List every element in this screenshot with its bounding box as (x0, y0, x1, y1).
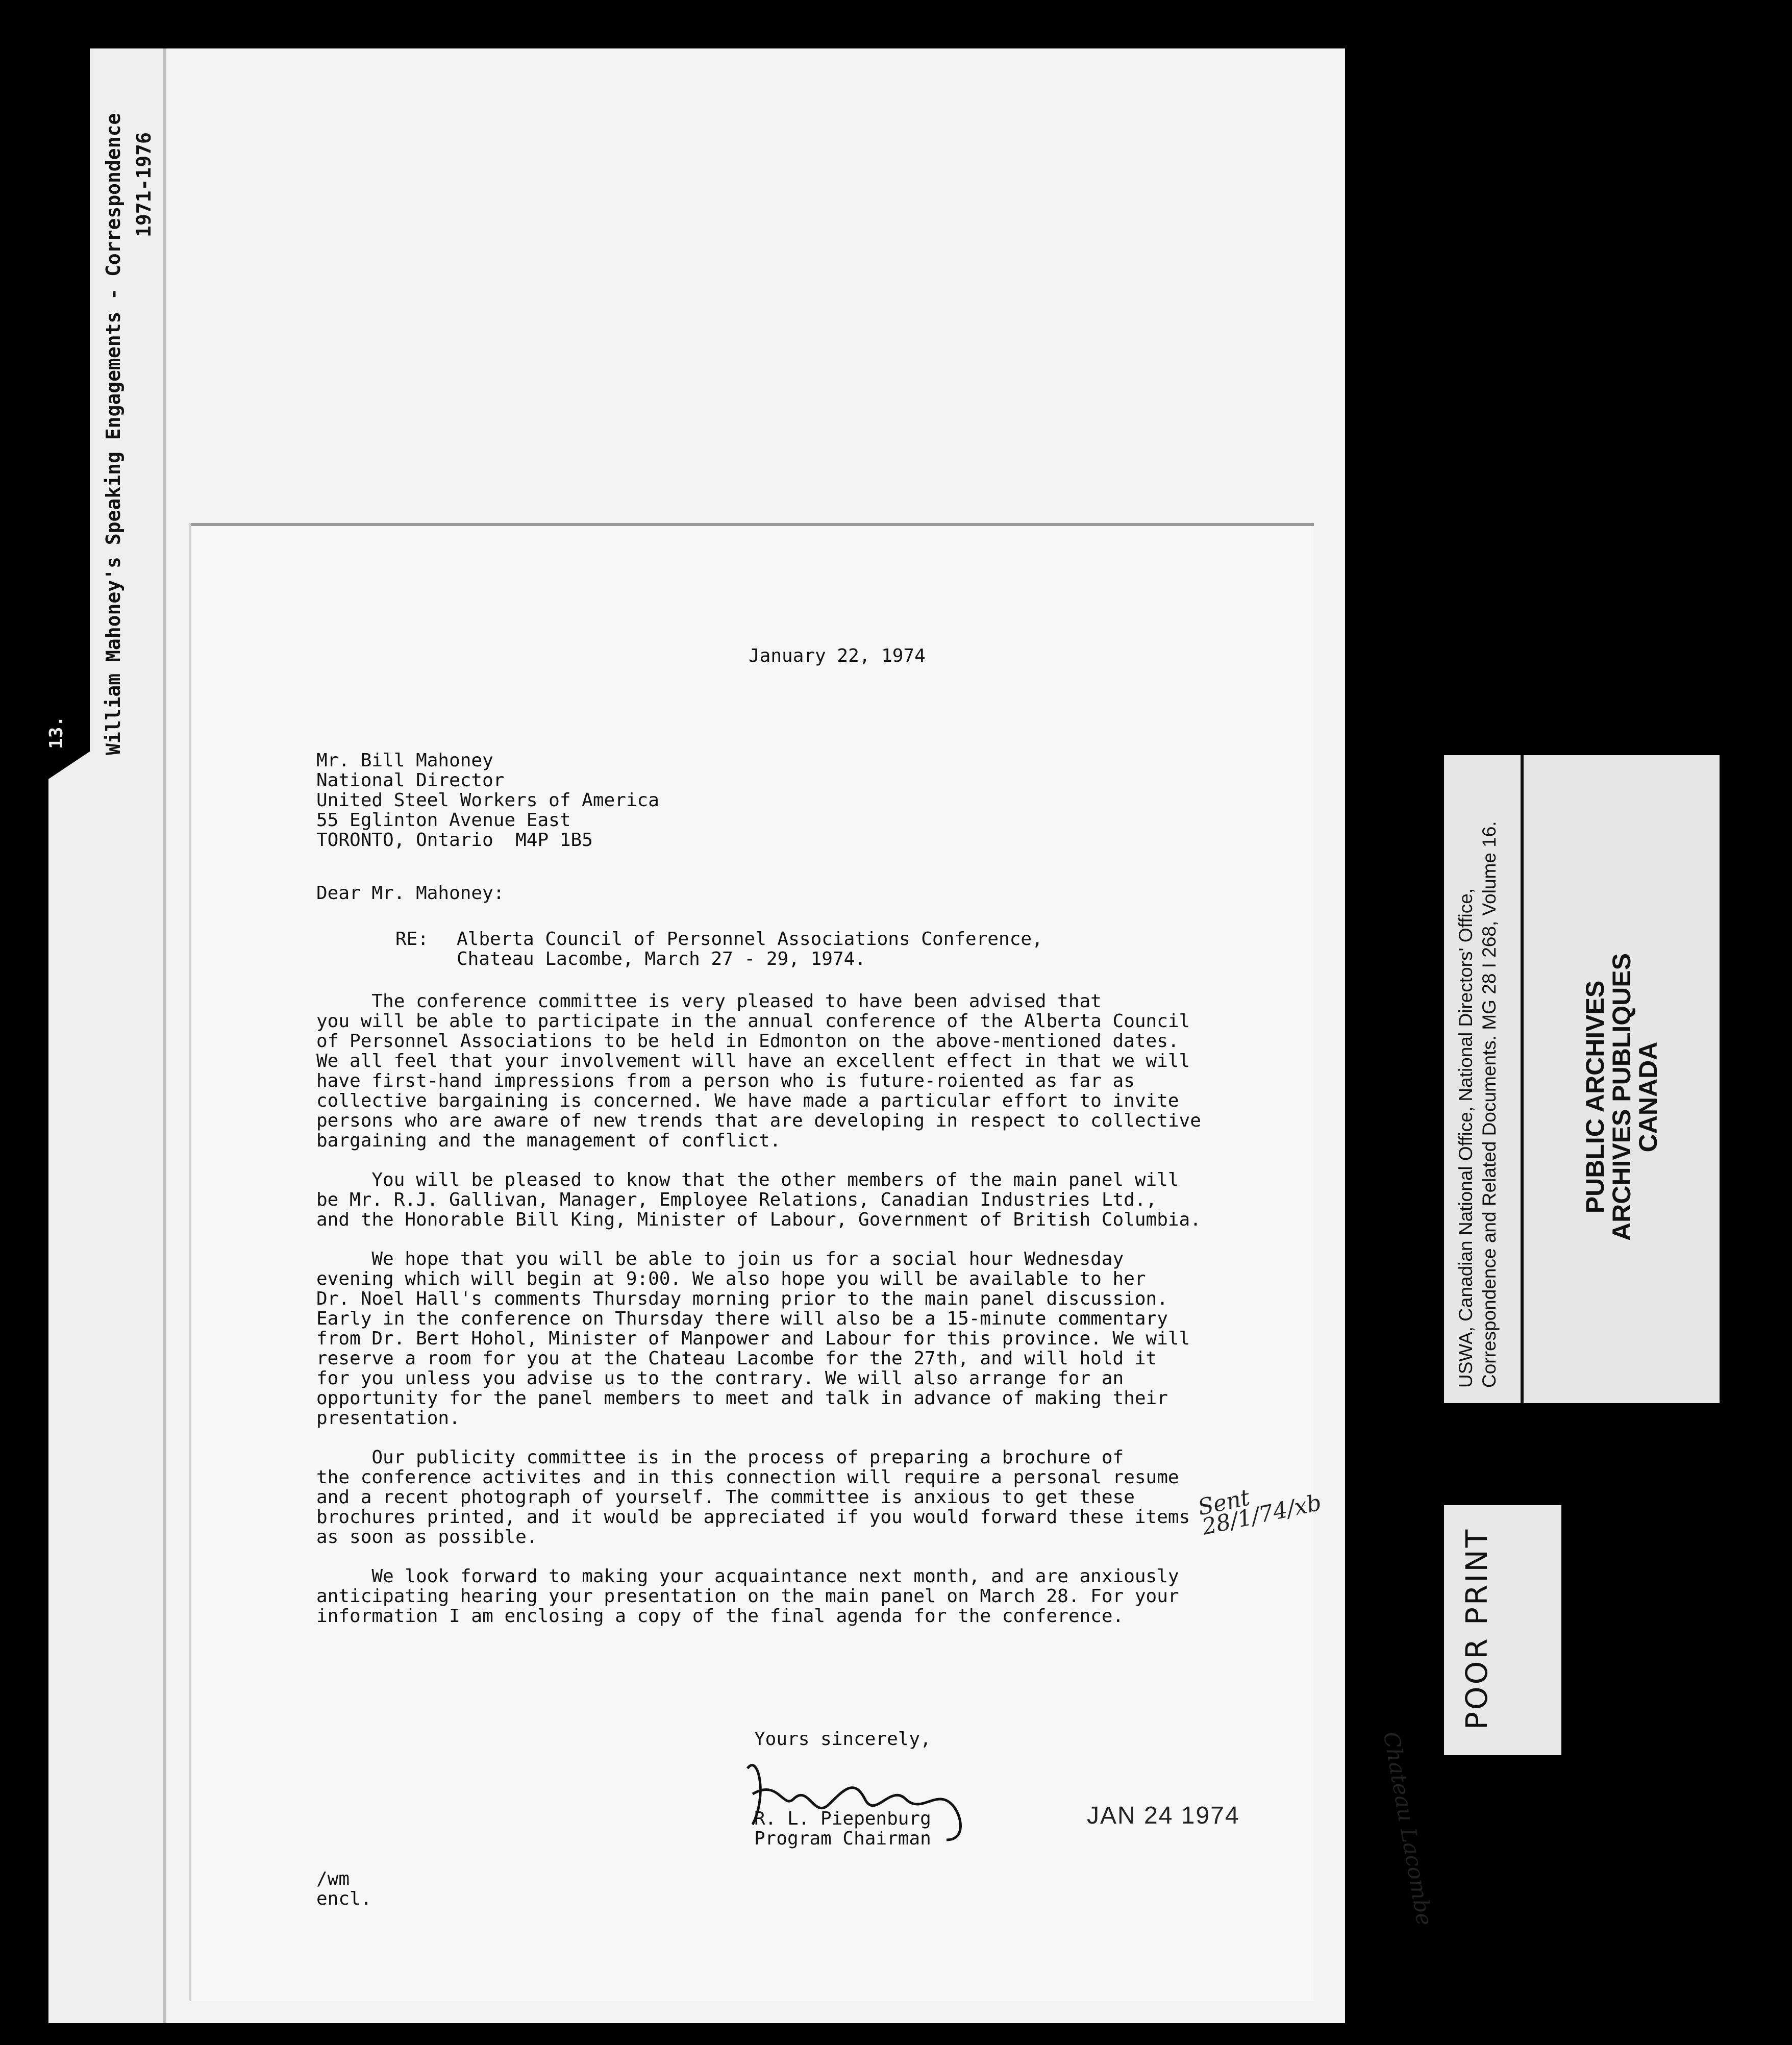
paragraph: We hope that you will be able to join us for a social hour Wednesday evening which will begin at 9:00. We also hope you will be available to her Dr. Noel Hall's comments Thursday morning prior to the main panel discussion. Early in the conference on Thursday there will also be a 15-minute commentary from Dr. Bert Hohol, Minister of Manpower and Labour for this province. We will reserve a room for you at the Chateau Lacombe for the 27th, and will hold it for you unless you advise us to the contrary. We will also arrange for an opportunity for the panel members to meet and talk in advance of making their presentation. (316, 1249, 1190, 1429)
poor-print-text: POOR PRINT (1459, 1527, 1494, 1730)
pa-line: PUBLIC ARCHIVES (1581, 980, 1609, 1214)
handwritten-sent-note: Sent 28/1/74/xb (1196, 1484, 1324, 1540)
folder-number: 13. (46, 715, 67, 750)
closing-block: Yours sincerely, R. L. Piepenburg Program Chairman (754, 1729, 931, 1849)
re-line: Chateau Lacombe, March 27 - 29, 1974. (457, 949, 866, 969)
salutation: Dear Mr. Mahoney: (316, 883, 505, 904)
handwritten-margin-note: Chateau Lacombe (1378, 1730, 1437, 1928)
citation-line: Correspondence and Related Documents. MG 28 I 268, Volume 16. (1479, 821, 1500, 1388)
re-block (395, 929, 1043, 969)
paragraph: We look forward to making your acquaintance next month, and are anxiously anticipating hearing your presentation on the main panel on March 28. For your information I am enclosing a copy of the final agenda for the conference. (316, 1566, 1179, 1627)
address-line: United Steel Workers of America (316, 790, 659, 811)
folder-tab-years: 1971-1976 (133, 132, 155, 237)
pa-line: ARCHIVES PUBLIQUES (1607, 953, 1636, 1241)
recipient-address (316, 751, 659, 850)
paragraph: The conference committee is very pleased to have been advised that you will be able to participate in the annual conference of the Alberta Council of Personnel Associations to be held in Edmonton on the above-mentioned dates. We all feel that your involvement will have an excellent effect in that we will have first-hand impressions from a person who is future-roiented as far as collective bargaining is concerned. We have made a particular effort to invite persons who are aware of new trends that are developing in respect to collective bargaining and the management of conflict. (316, 991, 1201, 1151)
pa-line: CANADA (1634, 1041, 1662, 1153)
letter-date: January 22, 1974 (749, 645, 926, 666)
public-archives-stamp (1582, 918, 1661, 1276)
received-date-stamp: JAN 24 1974 (1087, 1802, 1240, 1829)
letter-body (316, 991, 1260, 1645)
archive-label (1444, 755, 1720, 1403)
address-line: TORONTO, Ontario M4P 1B5 (316, 830, 593, 851)
re-line: Alberta Council of Personnel Associations Conference, (457, 929, 1043, 950)
paragraph: You will be pleased to know that the other members of the main panel will be Mr. R.J. Gallivan, Manager, Employee Relations, Canadian Industries Ltd., and the Honorable Bill King, Minister of Labour, Government of British Columbia. (316, 1169, 1201, 1230)
folder-tab-label (92, 113, 168, 755)
poor-print-label (1444, 1505, 1561, 1755)
typist-initials: /wm encl. (316, 1868, 372, 1909)
address-line: National Director (316, 770, 505, 791)
letter-page (191, 523, 1437, 2001)
paragraph: Our publicity committee is in the process of preparing a brochure of the conference activites and in this connection will require a personal resume and a recent photograph of yourself. The committee is anxious to get these brochures printed, and it would be appreciated if you would forward these items as soon as possible. (316, 1447, 1190, 1548)
archive-citation (1454, 821, 1501, 1388)
address-line: Mr. Bill Mahoney (316, 750, 493, 771)
folder-tab-title: William Mahoney's Speaking Engagements - Correspondence (102, 113, 125, 755)
label-divider (1521, 755, 1524, 1403)
re-label: RE: (395, 929, 429, 950)
citation-line: USWA, Canadian National Office, National Directors' Office, (1455, 888, 1476, 1388)
address-line: 55 Eglinton Avenue East (316, 810, 571, 831)
